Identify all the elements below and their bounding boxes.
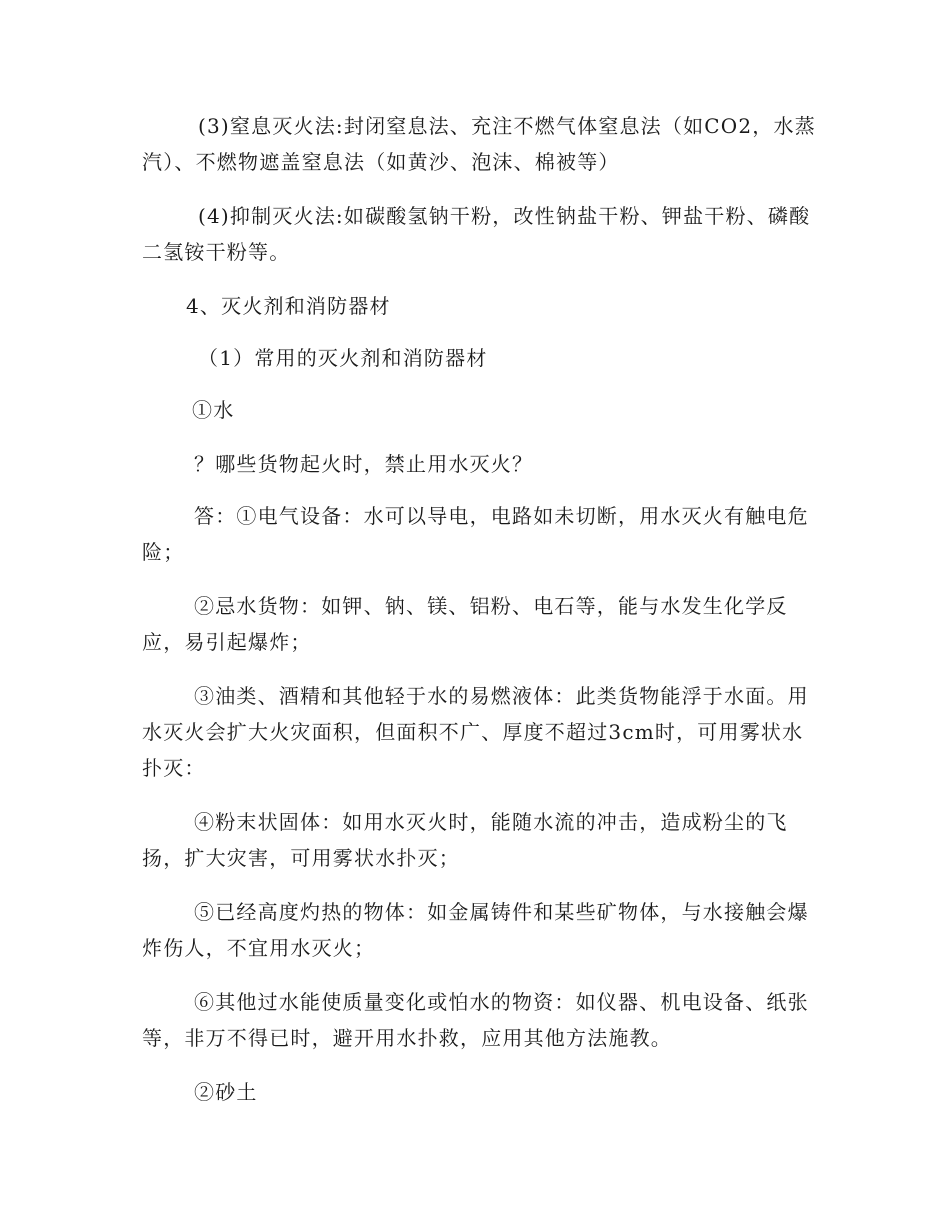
answer-electrical-equipment: 答：①电气设备：水可以导电，电路如未切断，用水灭火有触电危险；	[142, 504, 809, 564]
section-heading-extinguishing-agents: 4、灭火剂和消防器材	[186, 294, 391, 318]
answer-hot-objects: ⑤已经高度灼热的物体：如金属铸件和某些矿物体，与水接触会爆炸伤人，不宜用水灭火；	[142, 900, 809, 960]
subsection-heading-common-agents: （1）常用的灭火剂和消防器材	[198, 346, 488, 370]
answer-flammable-liquids: ③油类、酒精和其他轻于水的易燃液体：此类货物能浮于水面。用水灭火会扩大火灾面积，但面积不广、厚度不超过3cm时，可用雾状水扑灭：	[142, 684, 809, 780]
answer-powder-solids: ④粉末状固体：如用水灭火时，能随水流的冲击，造成粉尘的飞扬，扩大灾害，可用雾状水扑灭；	[142, 810, 788, 870]
item-heading-water: ①水	[192, 398, 235, 422]
paragraph-inhibition-method: (4)抑制灭火法:如碳酸氢钠干粉，改性钠盐干粉、钾盐干粉、磷酸二氢铵干粉等。	[142, 204, 811, 264]
paragraph-suffocation-method: (3)窒息灭火法:封闭窒息法、充注不燃气体窒息法（如CO2，水蒸汽）、不燃物遮盖窒息法（如黄沙、泡沫、棉被等）	[142, 114, 816, 174]
item-heading-sand: ②砂土	[194, 1080, 258, 1104]
answer-water-reactive-goods: ②忌水货物：如钾、钠、镁、铝粉、电石等，能与水发生化学反应，易引起爆炸；	[142, 594, 788, 654]
answer-water-sensitive-materials: ⑥其他过水能使质量变化或怕水的物资：如仪器、机电设备、纸张等，非万不得已时，避开用水扑救，应用其他方法施教。	[142, 990, 809, 1050]
question-line: ？哪些货物起火时，禁止用水灭火？	[194, 452, 534, 476]
